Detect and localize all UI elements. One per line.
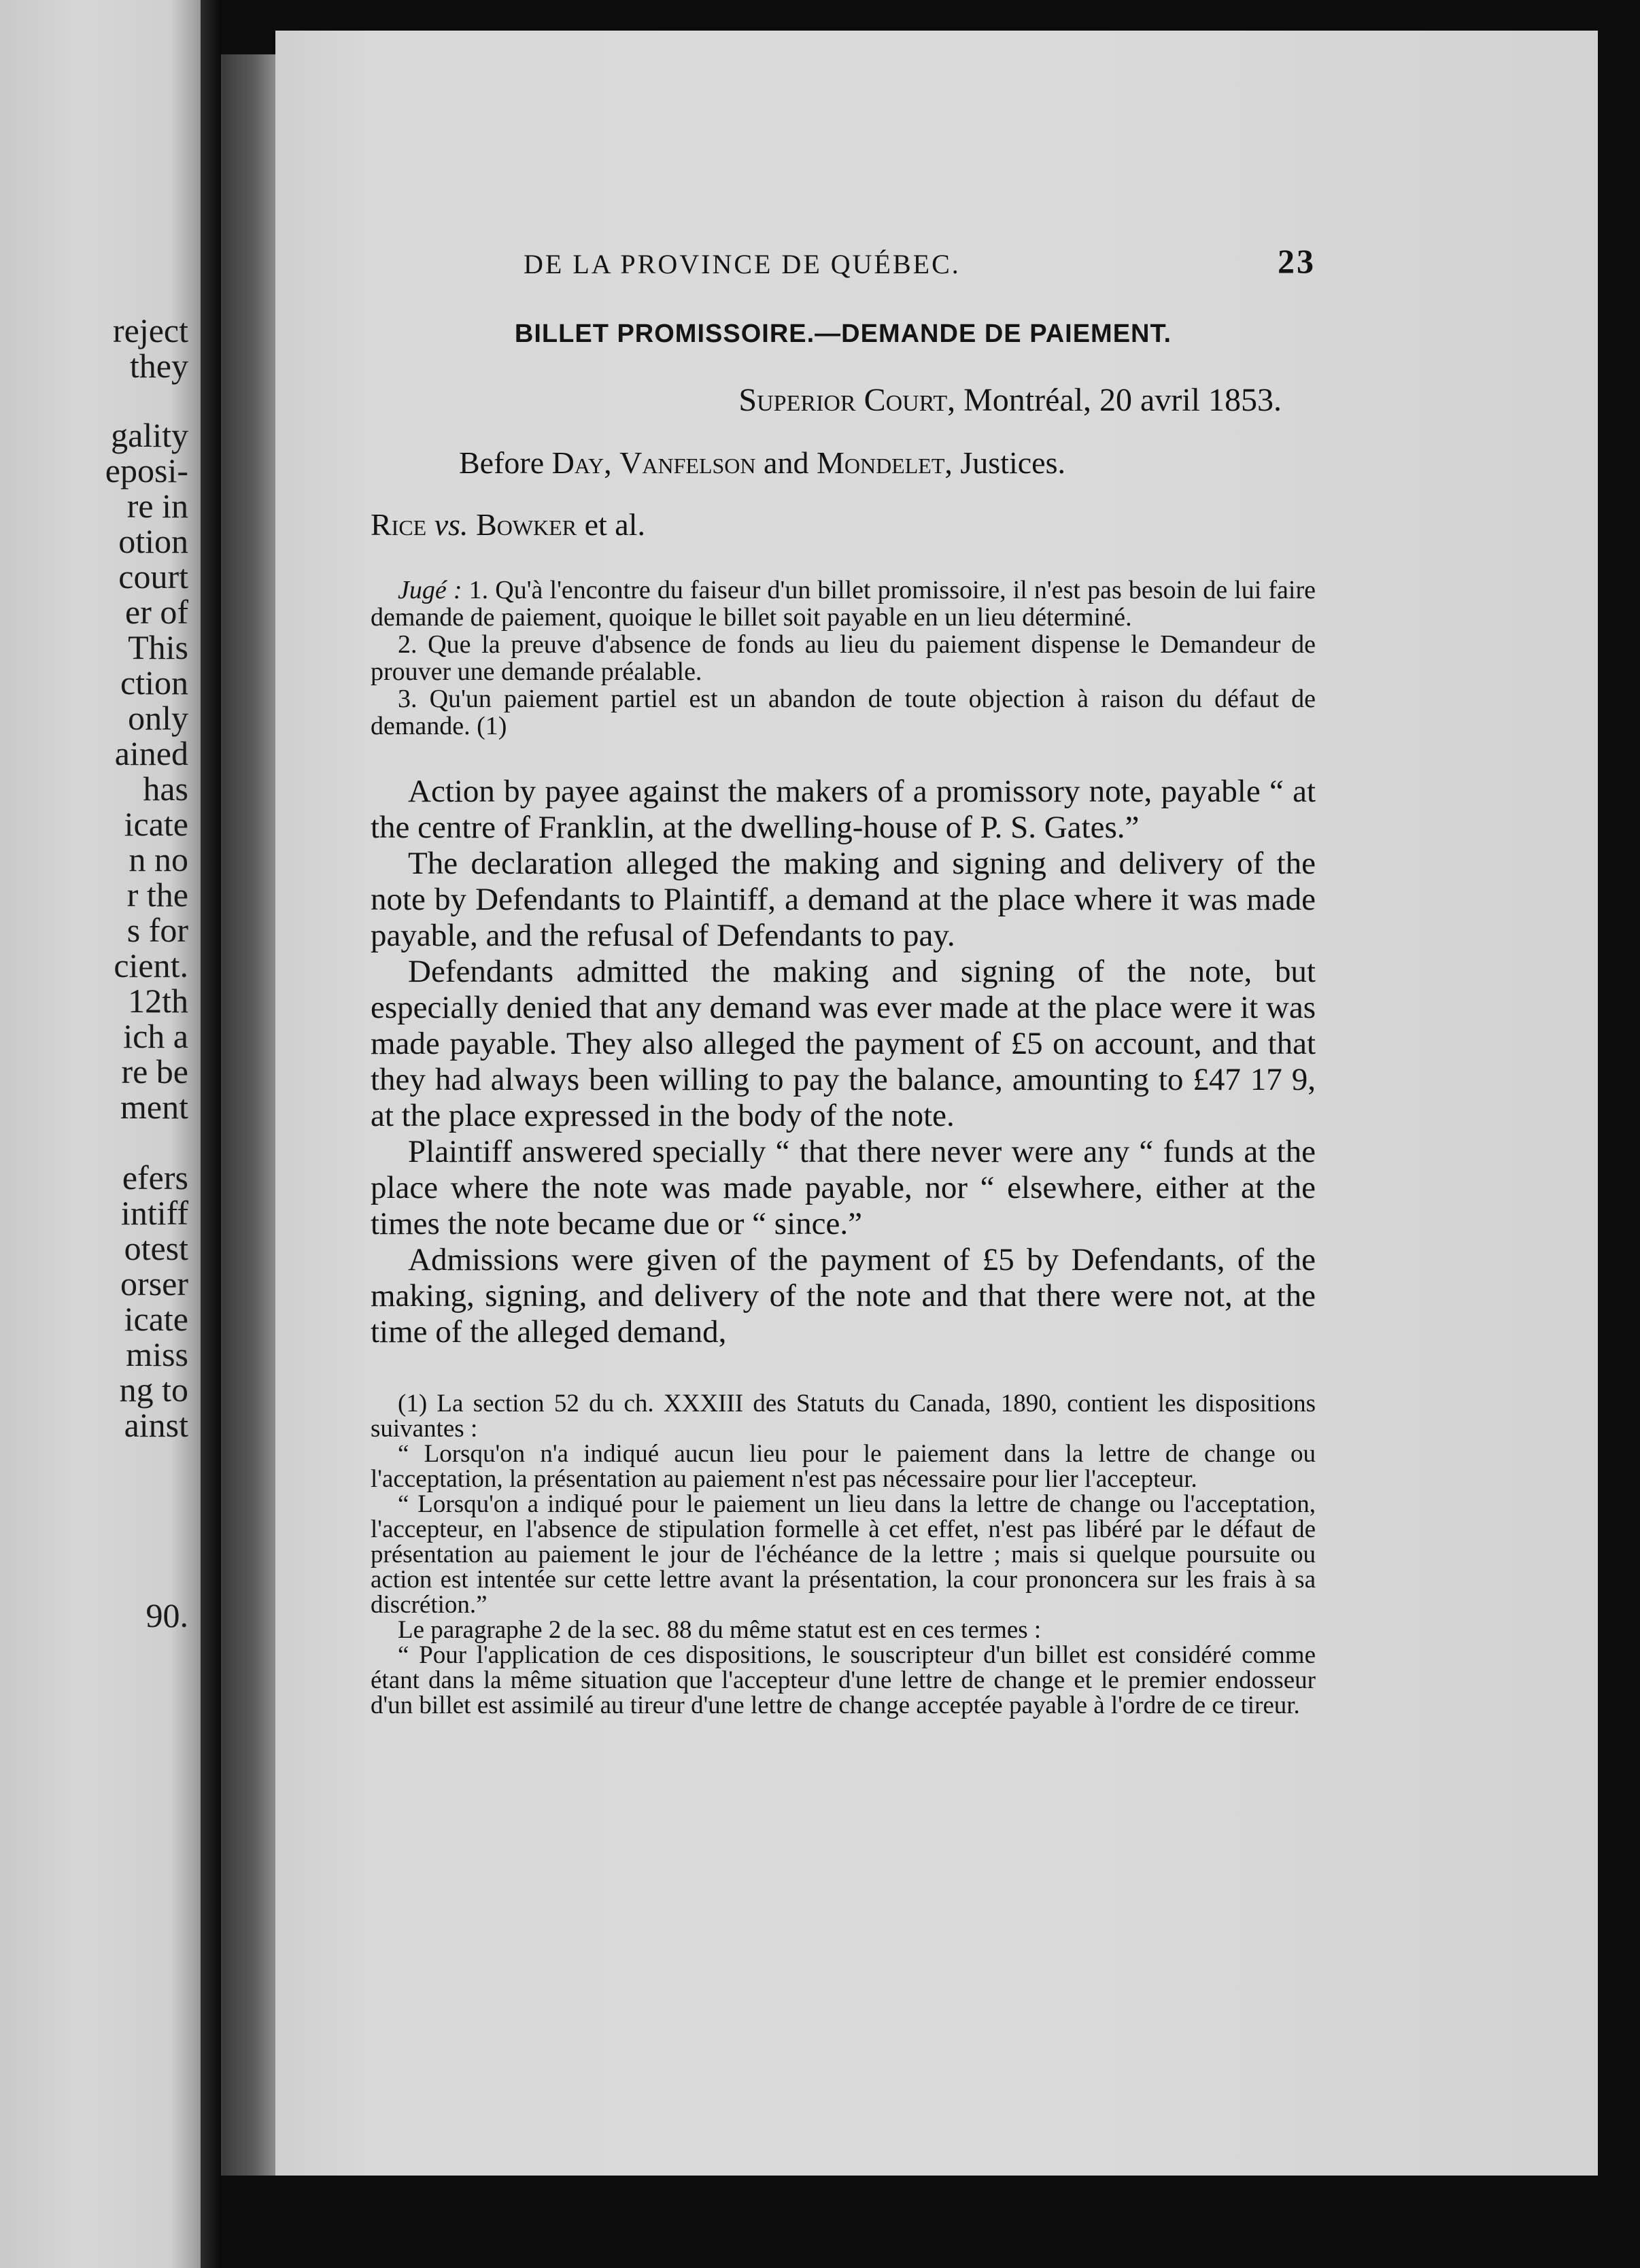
defendant-name: Bowker — [476, 507, 577, 542]
holding-paragraph: 2. Que la preuve d'absence de fonds au lieu du paiement dispense le Demandeur de prouver une demande préalable. — [371, 630, 1316, 686]
separator: and — [755, 445, 817, 480]
facing-page-text-fragment: reject — [112, 311, 188, 349]
facing-page-text-fragment: 12th — [128, 982, 188, 1020]
footnotes — [371, 1391, 1316, 1718]
facing-page-text-fragment: they — [129, 347, 188, 385]
facing-page-text-fragment: otest — [124, 1229, 188, 1267]
facing-page-text-fragment: otion — [118, 522, 188, 560]
facing-page-text-fragment: only — [128, 699, 188, 737]
facing-page-text-fragment: efers — [122, 1158, 188, 1197]
facing-page-text-fragment: icate — [124, 1300, 188, 1338]
footnote: “ Lorsqu'on n'a indiqué aucun lieu pour le paiement dans la lettre de change ou l'acceptation, la présentation au paiement n'est pas nécessaire pour lier l'accepteur. — [371, 1440, 1316, 1493]
plaintiff-name: Rice — [371, 507, 427, 542]
page-binding-edge — [221, 54, 275, 2176]
holding-text: 1. Qu'à l'encontre du faiseur d'un billet promissoire, il n'est pas besoin de lui faire demande de paiement, quoique le billet soit payable en un lieu déterminé. — [371, 576, 1316, 632]
body-paragraph: Action by payee against the makers of a promissory note, payable “ at the centre of Franklin, at the dwelling-house of P. S. Gates.” — [371, 774, 1316, 845]
juge-label: Jugé : — [398, 576, 462, 604]
separator: , — [604, 445, 620, 480]
facing-page-text-fragment: n no — [129, 840, 188, 878]
judge-name: Mondelet — [816, 445, 945, 480]
document-page — [275, 31, 1598, 2176]
facing-page-text-fragment: re in — [126, 487, 188, 525]
facing-page-text-fragment: miss — [126, 1335, 188, 1373]
facing-page-text-fragment: ained — [114, 734, 188, 772]
body-paragraph: Defendants admitted the making and signing of the note, but especially denied that any demand was ever made at the place were it was made payable. They also alleged the payment of £5 on account, and that they had always been willing to pay the balance, amounting to £47 17 9, at the place expressed in the body of the note. — [371, 954, 1316, 1133]
before-label: Before — [459, 445, 552, 480]
facing-page-text-fragment: s for — [126, 911, 188, 949]
facing-page-text-fragment: orser — [120, 1265, 188, 1303]
facing-page-text-fragment: ich a — [123, 1017, 188, 1055]
facing-page-text-fragment: eposi- — [105, 451, 188, 489]
body-paragraph: Plaintiff answered specially “ that there never were any “ funds at the place where the note was made payable, nor “ elsewhere, either at the times the note became due or “ since.” — [371, 1134, 1316, 1241]
body-paragraph: Admissions were given of the payment of £5 by Defendants, of the making, signing, and delivery of the note and that there were not, at the time of the alleged demand, — [371, 1242, 1316, 1350]
holding-paragraph — [371, 577, 1316, 631]
parties-suffix: et al. — [577, 507, 645, 542]
court-line — [371, 381, 1316, 419]
footnote: Le paragraphe 2 de la sec. 88 du même statut est en ces termes : — [398, 1616, 1042, 1644]
footnote: “ Lorsqu'on a indiqué pour le paiement un lieu dans la lettre de change ou l'acceptation, l'accepteur, en l'absence de stipulation formelle à cet effet, n'est pas libéré par le défaut de présentation au paiement le jour de l'échéance de la lettre ; mais si quelque poursuite ou action est intentée sur cette lettre avant la présentation, la cour prononcera sur les frais à sa discrétion.” — [371, 1490, 1316, 1619]
facing-page-text-fragment: intiff — [120, 1194, 188, 1232]
case-title: BILLET PROMISSOIRE.—DEMANDE DE PAIEMENT. — [514, 320, 1172, 348]
facing-page-text-fragment: ment — [120, 1088, 188, 1126]
facing-page-text-fragment: gality — [111, 416, 188, 454]
facing-page-text-fragment: icate — [124, 805, 188, 843]
facing-page-text-fragment: 90. — [146, 1596, 188, 1634]
facing-page-text-fragment: er of — [125, 593, 188, 631]
parties-line — [371, 506, 1316, 543]
footnote: (1) La section 52 du ch. XXXIII des Statuts du Canada, 1890, contient les dispositions suivantes : — [371, 1390, 1316, 1443]
facing-page-text-fragment: court — [118, 557, 188, 596]
holding-summary — [371, 577, 1316, 740]
judges-suffix: , Justices. — [944, 445, 1065, 480]
judges-line — [371, 445, 1316, 481]
facing-page-text-fragment: ainst — [124, 1406, 188, 1444]
running-title: DE LA PROVINCE DE QUÉBEC. — [524, 249, 961, 279]
court-name: Superior Court — [738, 382, 948, 418]
footnote: “ Pour l'application de ces dispositions, le souscripteur d'un billet est considéré comme étant dans la même situation que l'accepteur d'une lettre de change et le premier endosseur d'un billet est assimilé au tireur d'une lettre de change acceptée payable à l'ordre de ce tireur. — [371, 1641, 1316, 1719]
court-place-date: , Montréal, 20 avril 1853. — [947, 382, 1282, 418]
facing-page-text-fragment: ng to — [119, 1371, 188, 1409]
facing-page-text-fragment: re be — [121, 1052, 188, 1090]
page-number: 23 — [1278, 242, 1316, 280]
judge-name: Day — [551, 445, 604, 480]
facing-page-text-fragment: This — [128, 628, 188, 666]
facing-page-text-fragment: ction — [120, 664, 188, 702]
judge-name: Vanfelson — [619, 445, 756, 480]
facing-page-text-fragment: cient. — [114, 946, 188, 984]
running-header — [371, 241, 1316, 289]
body-text — [371, 774, 1316, 1350]
page-content — [371, 241, 1316, 1718]
facing-page-fragment — [0, 0, 201, 2268]
versus: vs. — [426, 507, 477, 542]
facing-page-text-fragment: r the — [126, 876, 188, 914]
holding-paragraph: 3. Qu'un paiement partiel est un abandon de toute objection à raison du défaut de demande. (1) — [371, 685, 1316, 740]
book-gutter — [201, 0, 221, 2268]
body-paragraph: The declaration alleged the making and signing and delivery of the note by Defendants to Plaintiff, a demand at the place where it was made payable, and the refusal of Defendants to pay. — [371, 846, 1316, 953]
facing-page-text-fragment: has — [143, 770, 188, 808]
